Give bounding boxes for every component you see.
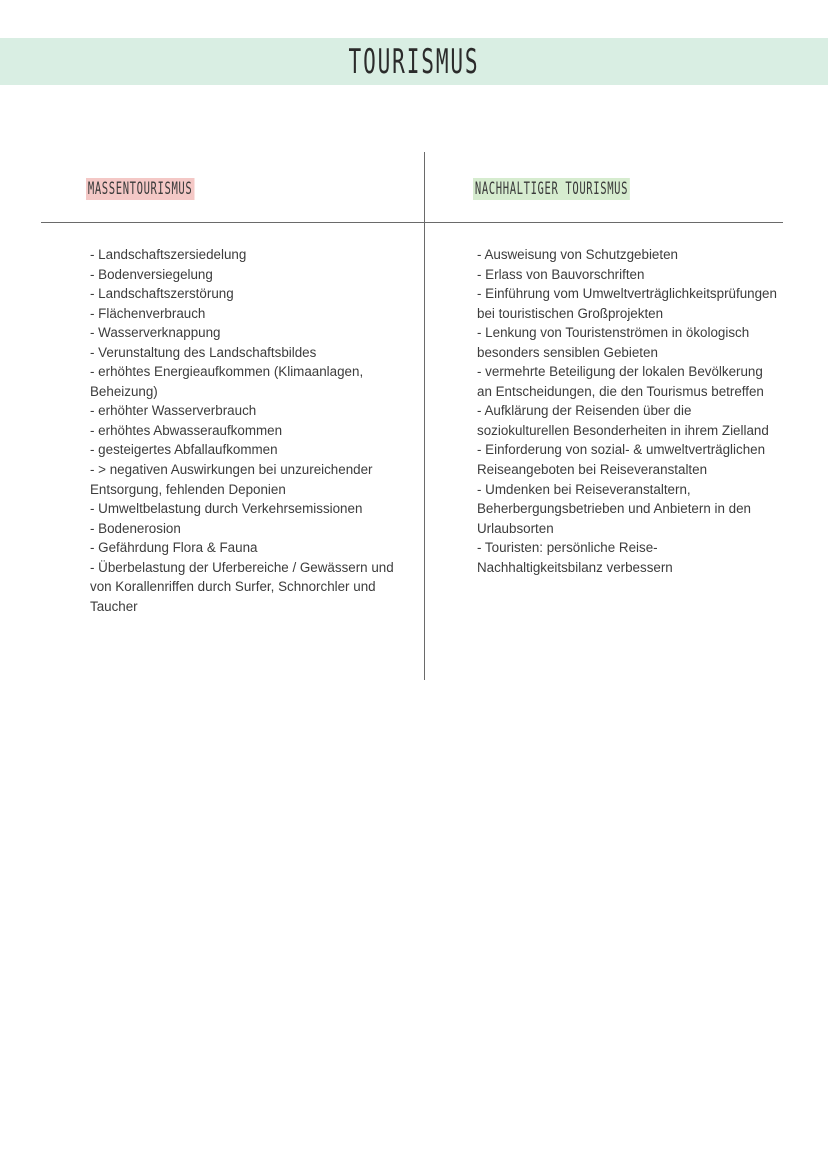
list-item: - Gefährdung Flora & Fauna (90, 540, 258, 556)
header-divider (41, 222, 783, 223)
list-item: - Umdenken bei Reiseveranstaltern, Beherbergungsbetrieben und Anbietern in den Urlaubsorten (477, 481, 751, 536)
list-item: - Wasserverknappung (90, 325, 221, 341)
list-item: - Bodenerosion (90, 520, 181, 536)
list-item: - erhöhter Wasserverbrauch (90, 403, 257, 419)
heading-nachhaltiger-tourismus: NACHHALTIGER TOURISMUS (474, 179, 629, 199)
list-item: - Touristen: persönliche Reise-Nachhaltigkeitsbilanz verbessern (477, 540, 673, 575)
list-item: - Umweltbelastung durch Verkehrsemissionen (90, 501, 363, 517)
list-item: - > negativen Auswirkungen bei unzureichender Entsorgung, fehlenden Deponien (90, 462, 373, 497)
list-item: - Einforderung von sozial- & umweltverträglichen Reiseangeboten bei Reiseveranstalten (477, 442, 766, 478)
list-item: - Verunstaltung des Landschaftsbildes (90, 344, 317, 360)
nachhaltiger-tourismus-list (477, 245, 777, 577)
list-item: - Einführung vom Umweltverträglichkeitsprüfungen bei touristischen Großprojekten (477, 286, 777, 321)
list-item: - gesteigertes Abfallaufkommen (90, 442, 278, 458)
list-item: - erhöhtes Abwasseraufkommen (90, 422, 283, 438)
list-item: - Lenkung von Touristenströmen in ökologisch besonders sensiblen Gebieten (477, 325, 750, 360)
list-item: - Landschaftszerstörung (90, 286, 234, 302)
massentourismus-list (90, 245, 410, 616)
list-item: - Bodenversiegelung (90, 266, 213, 282)
list-item: - Flächenverbrauch (90, 305, 206, 321)
page-title: TOURISMUS (348, 42, 480, 82)
list-item: - Aufklärung der Reisenden über die soziokulturellen Besonderheiten in ihrem Zielland (477, 403, 769, 438)
column-divider (424, 152, 425, 680)
list-item: - Überbelastung der Uferbereiche / Gewässern und von Korallenriffen durch Surfer, Schnorchler und Taucher (90, 559, 394, 614)
list-item: - Landschaftszersiedelung (90, 247, 247, 262)
list-item: - Erlass von Bauvorschriften (477, 266, 645, 282)
list-item: - vermehrte Beteiligung der lokalen Bevölkerung an Entscheidungen, die den Tourismus betreffen (477, 364, 764, 399)
list-item: - erhöhtes Energieaufkommen (Klimaanlagen, Beheizung) (90, 364, 364, 399)
heading-massentourismus: MASSENTOURISMUS (87, 179, 193, 199)
list-item: - Ausweisung von Schutzgebieten (477, 247, 678, 262)
